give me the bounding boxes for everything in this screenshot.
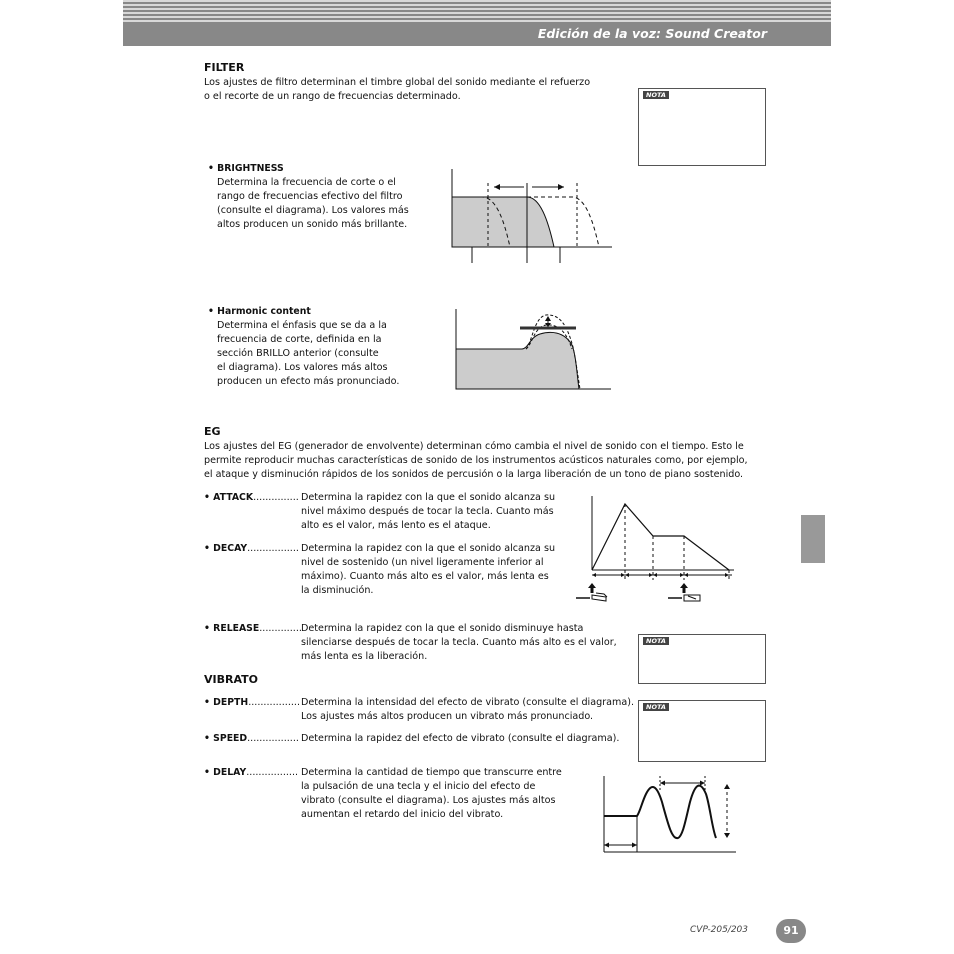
model-name: CVP-205/203 — [690, 925, 749, 935]
release-line: silenciarse después de tocar la tecla. Cuanto más alto es el valor, — [301, 637, 617, 648]
delay-line: vibrato (consulte el diagrama). Los ajustes más altos — [301, 795, 556, 806]
speed-label: • SPEED — [204, 733, 248, 744]
attack-line: Determina la rapidez con la que el sonido alcanza su — [301, 492, 556, 503]
eg-envelope-curve — [592, 504, 729, 570]
release-label: • RELEASE — [204, 623, 260, 634]
brightness-line: rango de frecuencias efectivo del filtro — [217, 191, 403, 202]
header-stripes — [123, 0, 831, 22]
filter-intro — [204, 76, 590, 104]
delay-line: Determina la cantidad de tiempo que transcurre entre — [301, 767, 562, 778]
depth-line: Los ajustes más altos producen un vibrato más pronunciado. — [301, 711, 594, 722]
vibrato-diagram — [596, 772, 746, 857]
eg-intro — [204, 440, 748, 482]
depth-line: Determina la intensidad del efecto de vibrato (consulte el diagrama). — [301, 697, 635, 708]
harmonic-filter-area — [456, 332, 579, 389]
decay-dots: ................. — [247, 543, 299, 554]
nota-box-1 — [638, 88, 766, 166]
eg-intro-line: permite reproducir muchas características de sonido de los instrumentos acústicos naturales como, por ejemplo, — [204, 455, 748, 466]
decay-line: nivel de sostenido (un nivel ligeramente inferior al — [301, 557, 544, 568]
delay-dots: ................. — [246, 767, 299, 778]
arrow-head — [558, 184, 564, 190]
harmonic-item — [208, 305, 399, 389]
nota-box-3 — [638, 700, 766, 762]
brightness-line: Determina la frecuencia de corte o el — [217, 177, 396, 188]
vibrato-heading: VIBRATO — [204, 673, 258, 686]
attack-line: nivel máximo después de tocar la tecla. Cuanto más — [301, 506, 554, 517]
attack-line: alto es el valor, más lento es el ataque. — [301, 520, 491, 531]
eg-intro-line: el ataque y disminución rápidos de los sonidos de percusión o la larga liberación de un tono de piano sostenido. — [204, 469, 744, 480]
harmonic-line: Determina el énfasis que se da a la — [217, 320, 387, 331]
harmonic-diagram — [446, 305, 626, 395]
harmonic-line: el diagrama). Los valores más altos — [217, 362, 388, 373]
arrow-head — [545, 316, 551, 321]
brightness-line: (consulte el diagrama). Los valores más — [217, 205, 409, 216]
harmonic-line: producen un efecto más pronunciado. — [217, 376, 400, 387]
key-release-icon — [668, 583, 700, 601]
header-title: Edición de la voz: Sound Creator — [537, 26, 767, 41]
filter-intro-line: Los ajustes de filtro determinan el timbre global del sonido mediante el refuerzo — [204, 77, 591, 88]
decay-line: la disminución. — [301, 585, 374, 596]
filter-heading: FILTER — [204, 61, 245, 74]
speed-dots: ................. — [247, 733, 299, 744]
harmonic-line: sección BRILLO anterior (consulte — [217, 348, 379, 359]
decay-label: • DECAY — [204, 543, 248, 554]
decay-line: máximo). Cuanto más alto es el valor, más lenta es — [301, 571, 549, 582]
delay-line: la pulsación de una tecla y el inicio del efecto de — [301, 781, 536, 792]
brightness-label: • BRIGHTNESS — [208, 163, 284, 174]
attack-dots: ............... — [253, 492, 299, 503]
harmonic-label: • Harmonic content — [208, 306, 311, 317]
delay-line: aumentan el retardo del inicio del vibrato. — [301, 809, 504, 820]
brightness-diagram — [440, 165, 620, 265]
nota-tag: NOTA — [643, 703, 669, 711]
chapter-side-tab — [801, 515, 825, 563]
depth-dots: ................. — [248, 697, 301, 708]
arrow-head — [494, 184, 500, 190]
eg-heading: EG — [204, 425, 221, 438]
attack-label: • ATTACK — [204, 492, 254, 503]
delay-label: • DELAY — [204, 767, 247, 778]
release-line: más lenta es la liberación. — [301, 651, 428, 662]
page-number: 91 — [776, 919, 806, 943]
brightness-line: altos producen un sonido más brillante. — [217, 219, 408, 230]
depth-label: • DEPTH — [204, 697, 249, 708]
harmonic-line: frecuencia de corte, definida en la — [217, 334, 382, 345]
eg-envelope-diagram — [584, 492, 739, 612]
filter-intro-line: o el recorte de un rango de frecuencias determinado. — [204, 91, 461, 102]
release-dots: .............. — [259, 623, 302, 634]
release-line: Determina la rapidez con la que el sonido disminuye hasta — [301, 623, 584, 634]
nota-box-2 — [638, 634, 766, 684]
page-header — [123, 0, 831, 46]
vibrato-wave — [604, 786, 716, 839]
key-press-icon — [576, 583, 607, 601]
eg-intro-line: Los ajustes del EG (generador de envolvente) determinan cómo cambia el nivel de sonido con el tiempo. Esto le — [204, 441, 744, 452]
nota-tag: NOTA — [643, 637, 669, 645]
decay-line: Determina la rapidez con la que el sonido alcanza su — [301, 543, 556, 554]
brightness-item — [208, 162, 409, 232]
speed-line: Determina la rapidez del efecto de vibrato (consulte el diagrama). — [301, 733, 620, 744]
nota-tag: NOTA — [643, 91, 669, 99]
